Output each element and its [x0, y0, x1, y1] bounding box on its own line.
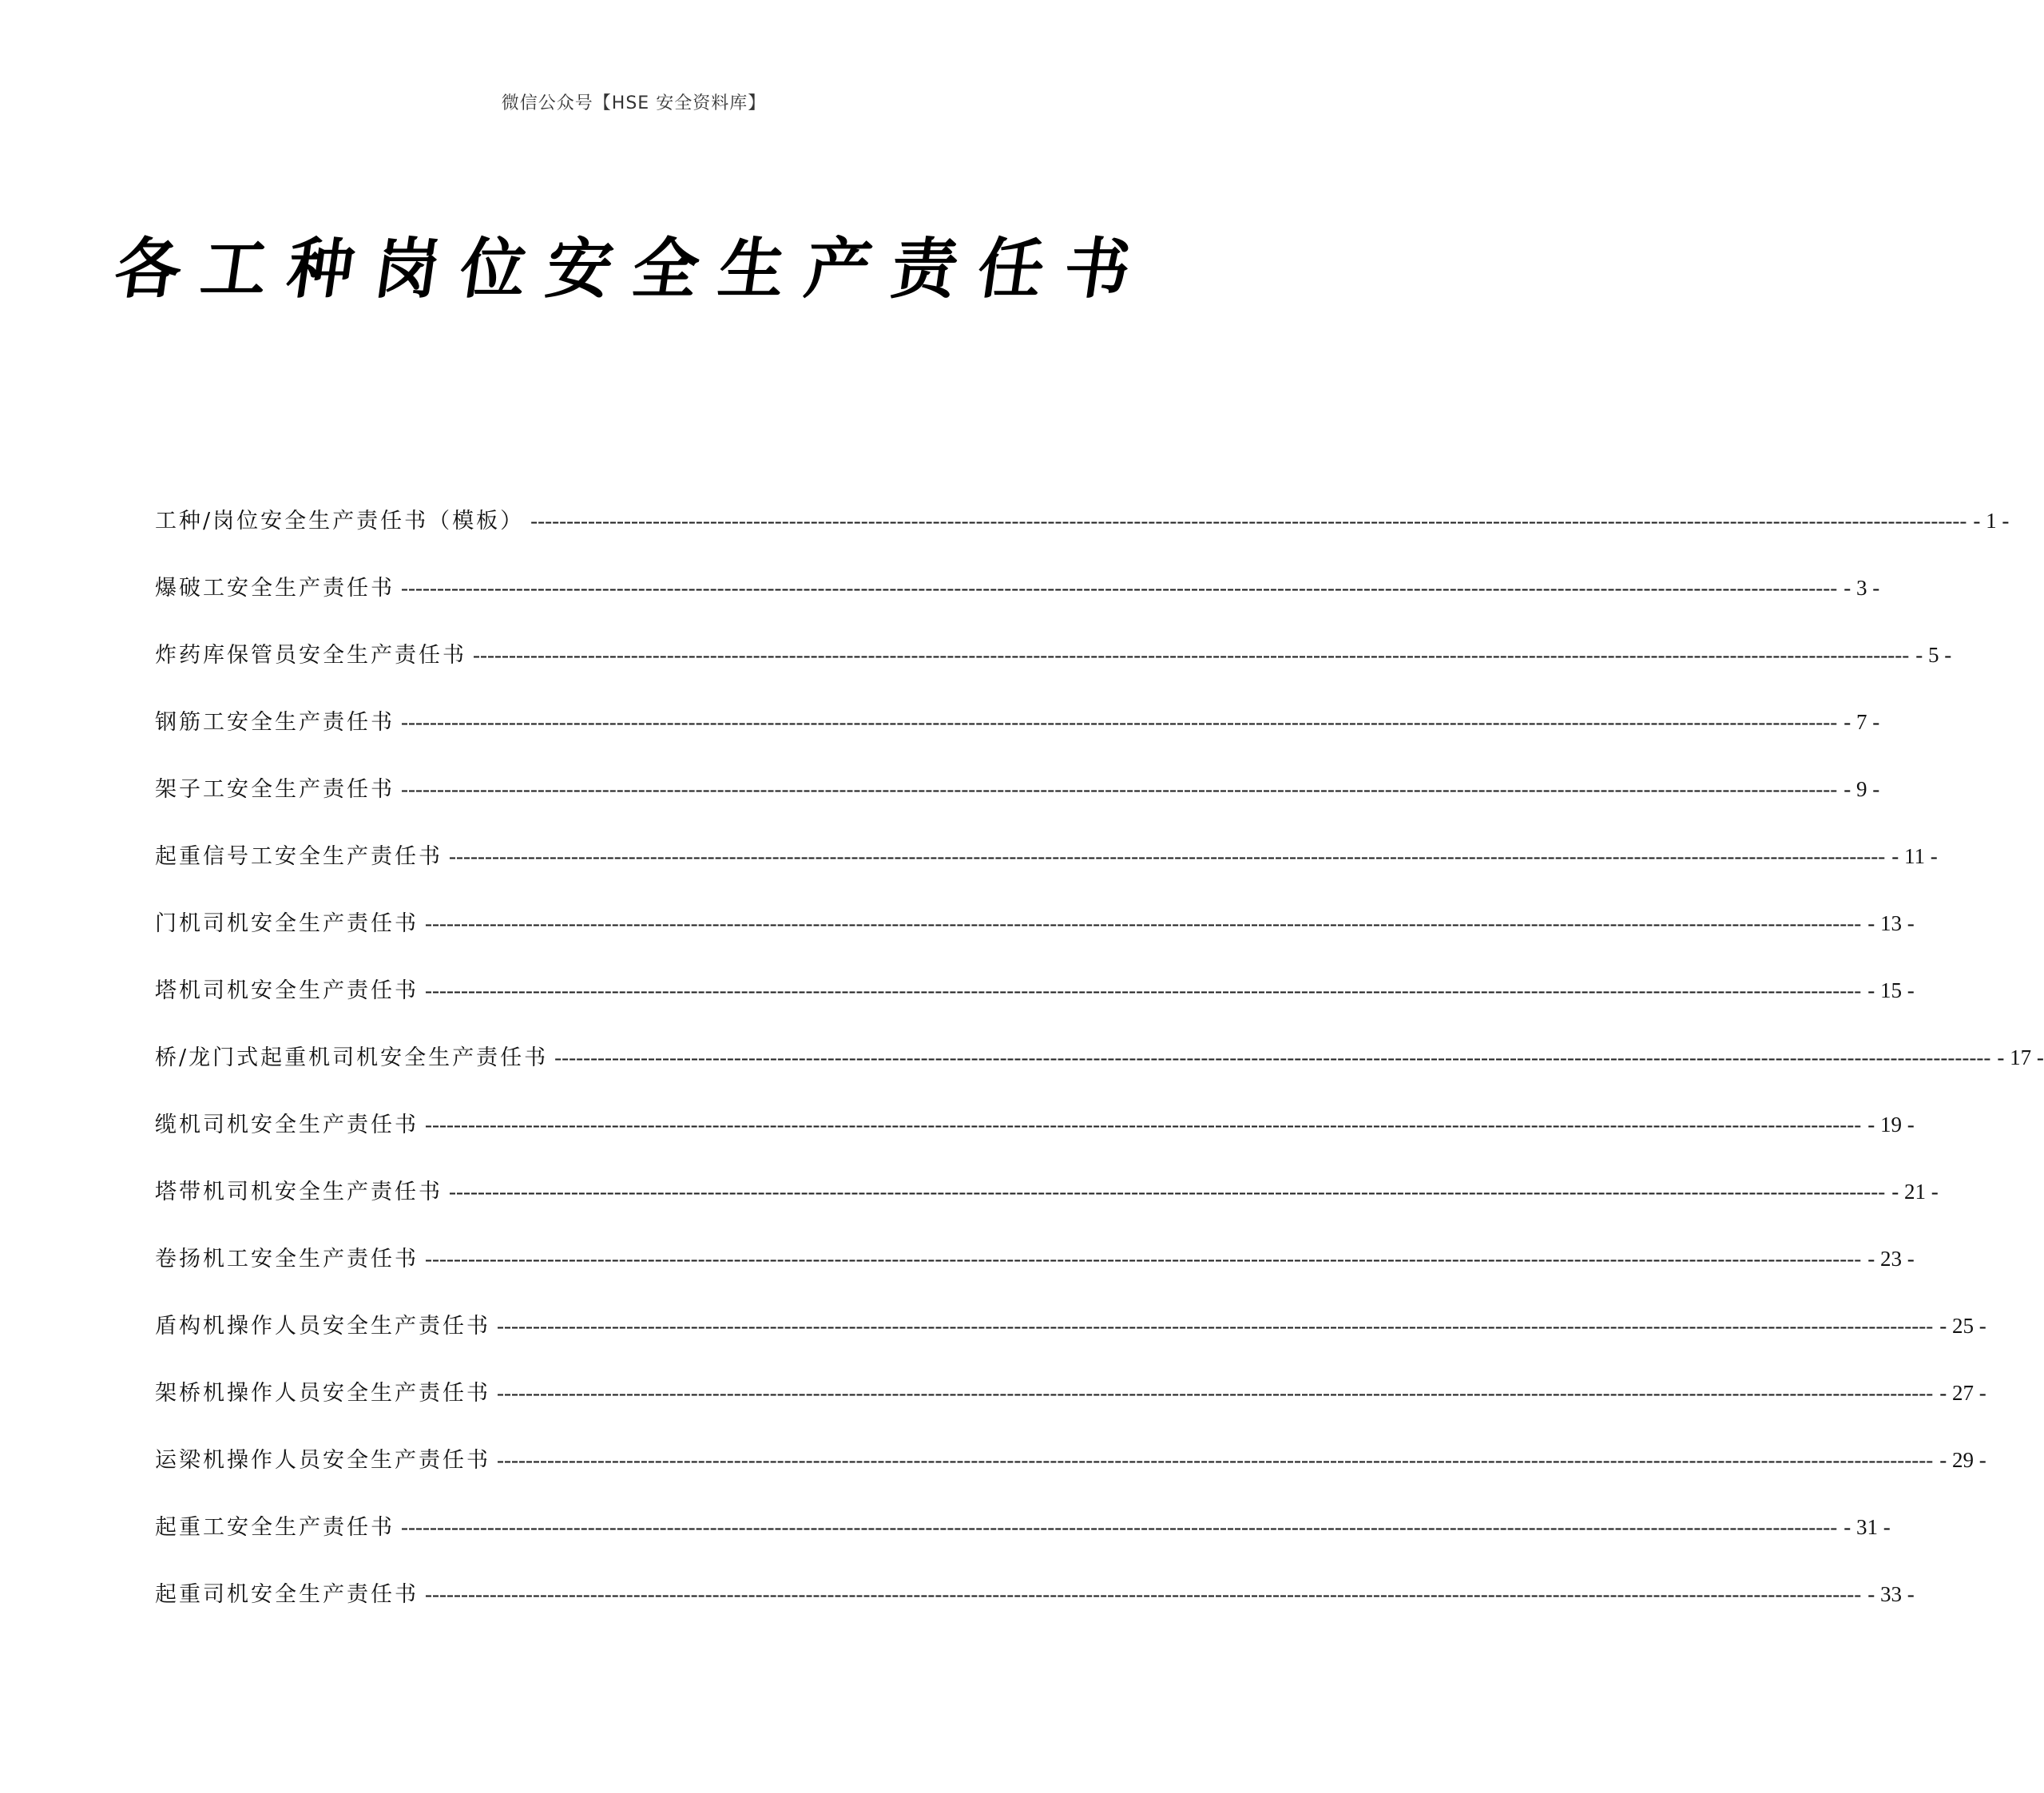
toc-entry[interactable] — [155, 1174, 1939, 1241]
toc-leader: -------------------------------------------------------------------------------------------------------------------------------------------------------------------------------------------------------- — [401, 576, 1838, 600]
toc-entry-page: - 15 - — [1867, 978, 1915, 1002]
toc-entry-label: 缆机司机安全生产责任书 — [155, 1113, 419, 1137]
toc-entry-page: - 3 - — [1844, 576, 1880, 600]
toc-entry[interactable] — [155, 704, 1880, 772]
toc-leader: -------------------------------------------------------------------------------------------------------------------------------------------------------------------------------------------------------- — [449, 844, 1886, 868]
toc-entry-label: 爆破工安全生产责任书 — [155, 576, 395, 601]
toc-entry-label: 卷扬机工安全生产责任书 — [155, 1247, 419, 1271]
toc-entry-page: - 1 - — [1973, 509, 2010, 533]
toc-entry-page: - 33 - — [1867, 1582, 1915, 1606]
toc-entry[interactable] — [155, 772, 1880, 839]
toc-entry-label: 起重司机安全生产责任书 — [155, 1582, 419, 1607]
toc-entry-page: - 7 - — [1844, 710, 1880, 734]
toc-entry-page: - 23 - — [1867, 1247, 1915, 1271]
toc-leader: -------------------------------------------------------------------------------------------------------------------------------------------------------------------------------------------------------- — [425, 1113, 1862, 1136]
toc-entry-page: - 29 - — [1939, 1448, 1986, 1472]
toc-entry-page: - 31 - — [1844, 1515, 1891, 1539]
toc-leader: -------------------------------------------------------------------------------------------------------------------------------------------------------------------------------------------------------- — [401, 1515, 1838, 1539]
page-header: 微信公众号【HSE 安全资料库】 — [501, 93, 767, 113]
toc-entry-label: 盾构机操作人员安全生产责任书 — [155, 1314, 490, 1339]
toc-entry-label: 桥/龙门式起重机司机安全生产责任书 — [155, 1045, 549, 1070]
toc-entry[interactable] — [155, 570, 1880, 637]
toc-entry-page: - 27 - — [1939, 1381, 1986, 1405]
toc-entry-label: 钢筋工安全生产责任书 — [155, 710, 395, 735]
toc-leader: -------------------------------------------------------------------------------------------------------------------------------------------------------------------------------------------------------- — [497, 1314, 1934, 1338]
toc-entry[interactable] — [155, 1509, 1891, 1577]
toc-entry-label: 起重信号工安全生产责任书 — [155, 844, 443, 869]
document-title: 各工种岗位安全生产责任书 — [109, 231, 1157, 307]
toc-leader: -------------------------------------------------------------------------------------------------------------------------------------------------------------------------------------------------------- — [473, 643, 1910, 667]
toc-leader: -------------------------------------------------------------------------------------------------------------------------------------------------------------------------------------------------------- — [449, 1180, 1886, 1204]
toc-entry-page: - 13 - — [1867, 911, 1915, 935]
toc-entry-page: - 5 - — [1915, 643, 1952, 667]
toc-entry[interactable] — [155, 1308, 1986, 1375]
toc-entry[interactable] — [155, 973, 1915, 1040]
toc-entry[interactable] — [155, 1442, 1986, 1509]
toc-leader: -------------------------------------------------------------------------------------------------------------------------------------------------------------------------------------------------------- — [554, 1045, 1991, 1069]
toc-entry[interactable] — [155, 906, 1915, 973]
toc-entry[interactable] — [155, 1107, 1915, 1174]
toc-entry[interactable] — [155, 839, 1938, 906]
toc-entry[interactable] — [155, 1577, 1915, 1644]
toc-entry[interactable] — [155, 1241, 1915, 1308]
toc-entry[interactable] — [155, 637, 1952, 704]
toc-entry[interactable] — [155, 1375, 1986, 1442]
toc-entry-page: - 25 - — [1939, 1314, 1986, 1338]
toc-leader: -------------------------------------------------------------------------------------------------------------------------------------------------------------------------------------------------------- — [425, 978, 1862, 1002]
toc-entry[interactable] — [155, 503, 2010, 570]
toc-entry-label: 架子工安全生产责任书 — [155, 777, 395, 802]
toc-entry-label: 起重工安全生产责任书 — [155, 1515, 395, 1540]
toc-entry-label: 门机司机安全生产责任书 — [155, 911, 419, 936]
toc-leader: -------------------------------------------------------------------------------------------------------------------------------------------------------------------------------------------------------- — [425, 1247, 1862, 1271]
toc-entry-label: 架桥机操作人员安全生产责任书 — [155, 1381, 490, 1406]
toc-entry-page: - 19 - — [1867, 1113, 1915, 1136]
toc-entry-page: - 21 - — [1891, 1180, 1939, 1204]
toc-leader: -------------------------------------------------------------------------------------------------------------------------------------------------------------------------------------------------------- — [425, 911, 1862, 935]
toc-entry[interactable] — [155, 1040, 2044, 1107]
toc-entry-page: - 9 - — [1844, 777, 1880, 801]
toc-entry-page: - 11 - — [1891, 844, 1938, 868]
toc-entry-page: - 17 - — [1997, 1045, 2044, 1069]
toc-entry-label: 工种/岗位安全生产责任书（模板） — [155, 509, 525, 534]
toc-entry-label: 塔带机司机安全生产责任书 — [155, 1180, 443, 1204]
toc-leader: -------------------------------------------------------------------------------------------------------------------------------------------------------------------------------------------------------- — [497, 1381, 1934, 1405]
toc-leader: -------------------------------------------------------------------------------------------------------------------------------------------------------------------------------------------------------- — [530, 509, 1967, 533]
toc-leader: -------------------------------------------------------------------------------------------------------------------------------------------------------------------------------------------------------- — [401, 777, 1838, 801]
toc-leader: -------------------------------------------------------------------------------------------------------------------------------------------------------------------------------------------------------- — [425, 1582, 1862, 1606]
toc-leader: -------------------------------------------------------------------------------------------------------------------------------------------------------------------------------------------------------- — [401, 710, 1838, 734]
toc-entry-label: 塔机司机安全生产责任书 — [155, 978, 419, 1003]
table-of-contents — [155, 503, 2044, 1644]
toc-entry-label: 炸药库保管员安全生产责任书 — [155, 643, 466, 668]
toc-leader: -------------------------------------------------------------------------------------------------------------------------------------------------------------------------------------------------------- — [497, 1448, 1934, 1472]
toc-entry-label: 运梁机操作人员安全生产责任书 — [155, 1448, 490, 1473]
